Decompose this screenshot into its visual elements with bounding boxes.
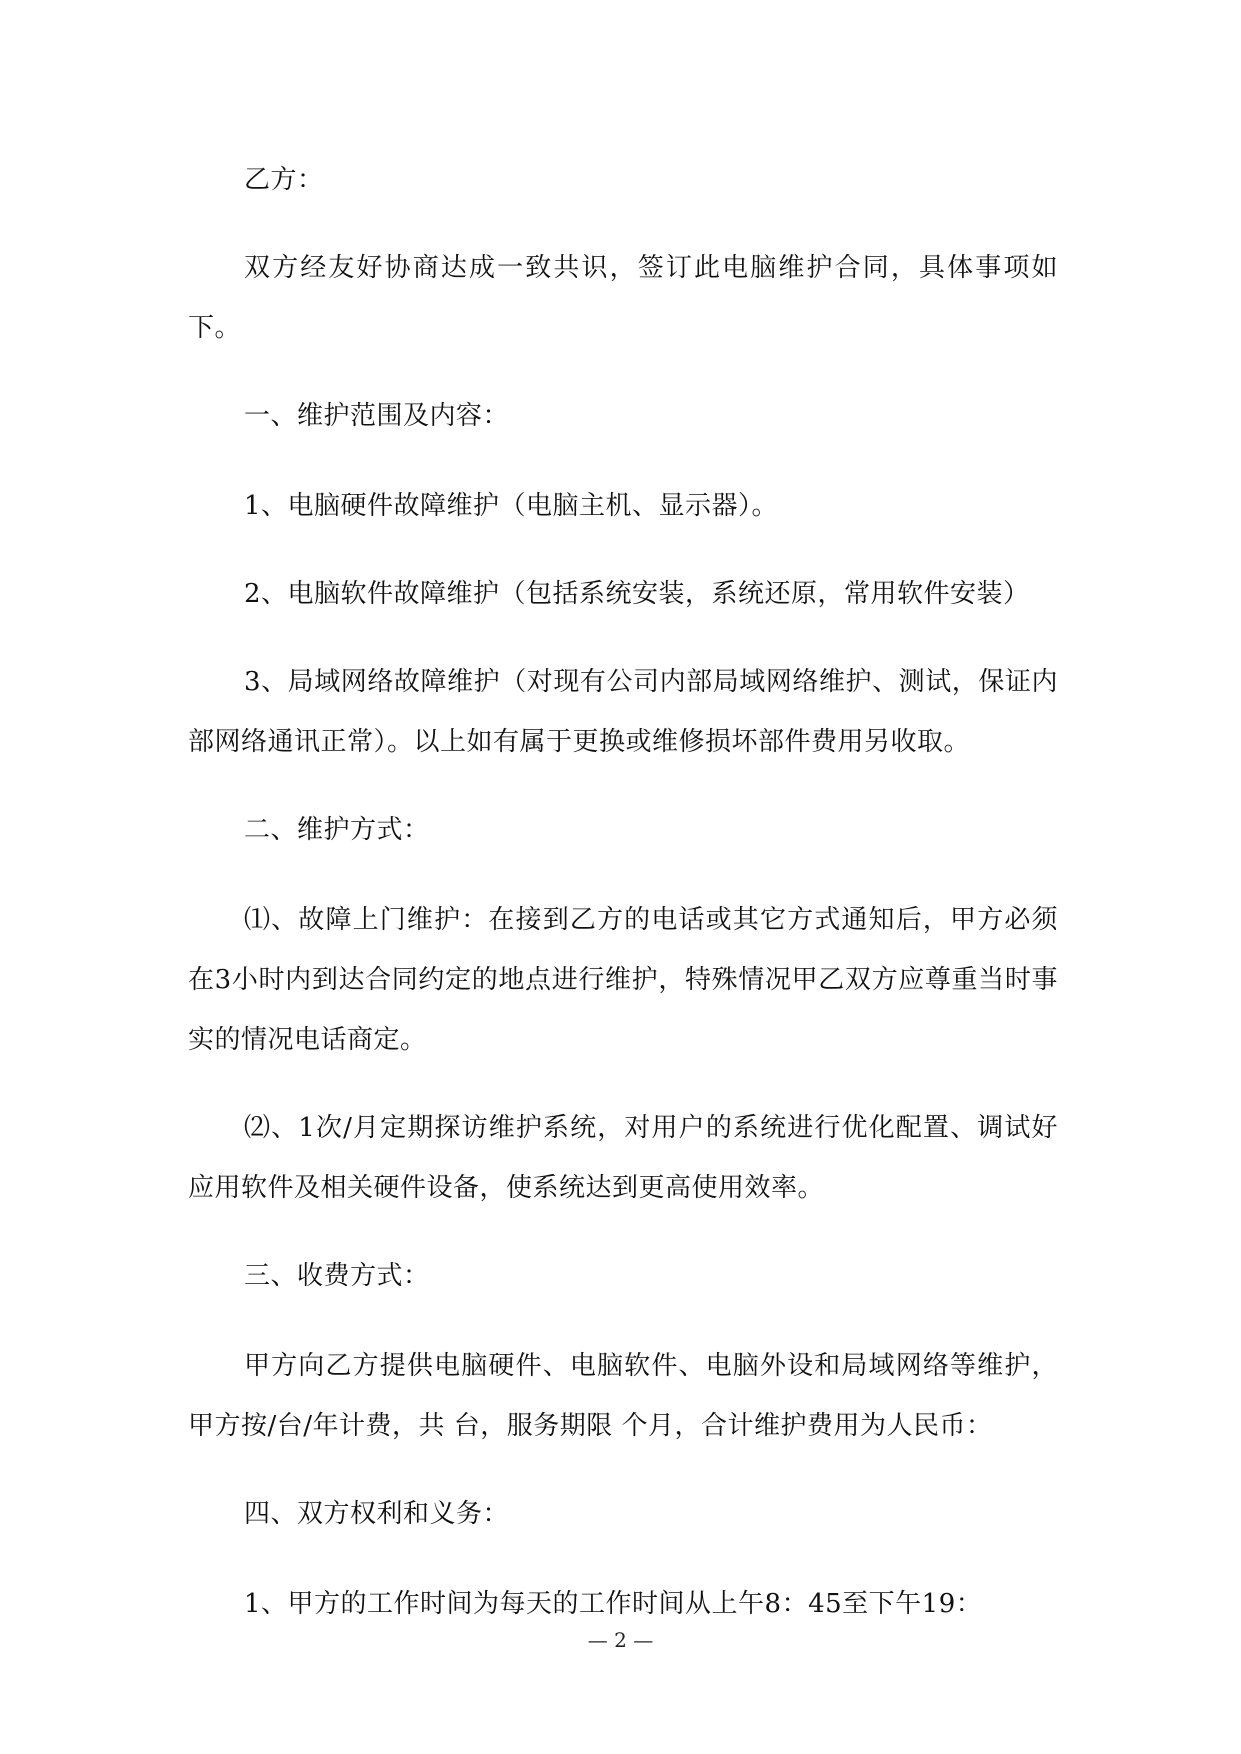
fees-paragraph: 甲方向乙方提供电脑硬件、电脑软件、电脑外设和局域网络等维护，甲方按/台/年计费，共 台，服务期限 个月，合计维护费用为人民币： — [188, 1351, 1058, 1441]
document-body — [188, 150, 1058, 1662]
method-item-1: ⑴、故障上门维护：在接到乙方的电话或其它方式通知后，甲方必须在3小时内到达合同约定的地点进行维护，特殊情况甲乙双方应尊重当时事实的情况电话商定。 — [188, 905, 1058, 1055]
scope-item-3: 3、局域网络故障维护（对现有公司内部局域网络维护、测试，保证内部网络通讯正常）。以上如有属于更换或维修损坏部件费用另收取。 — [188, 667, 1058, 757]
scope-item-1: 1、电脑硬件故障维护（电脑主机、显示器）。 — [244, 491, 779, 521]
party-b-line: 乙方： — [244, 165, 324, 195]
rights-item-1: 1、甲方的工作时间为每天的工作时间从上午8：45至下午19： — [244, 1589, 983, 1619]
method-item-2: ⑵、1次/月定期探访维护系统，对用户的系统进行优化配置、调试好应用软件及相关硬件设备，使系统达到更高使用效率。 — [188, 1113, 1058, 1203]
section-heading-rights: 四、双方权利和义务： — [244, 1499, 510, 1529]
page-number: — 2 — — [587, 1628, 654, 1652]
scope-item-2: 2、电脑软件故障维护（包括系统安装，系统还原，常用软件安装） — [244, 579, 1030, 609]
intro-paragraph: 双方经友好协商达成一致共识，签订此电脑维护合同，具体事项如下。 — [188, 253, 1058, 343]
section-heading-fees: 三、收费方式： — [244, 1261, 430, 1291]
section-heading-method: 二、维护方式： — [244, 815, 430, 845]
section-heading-scope: 一、维护范围及内容： — [244, 401, 510, 431]
